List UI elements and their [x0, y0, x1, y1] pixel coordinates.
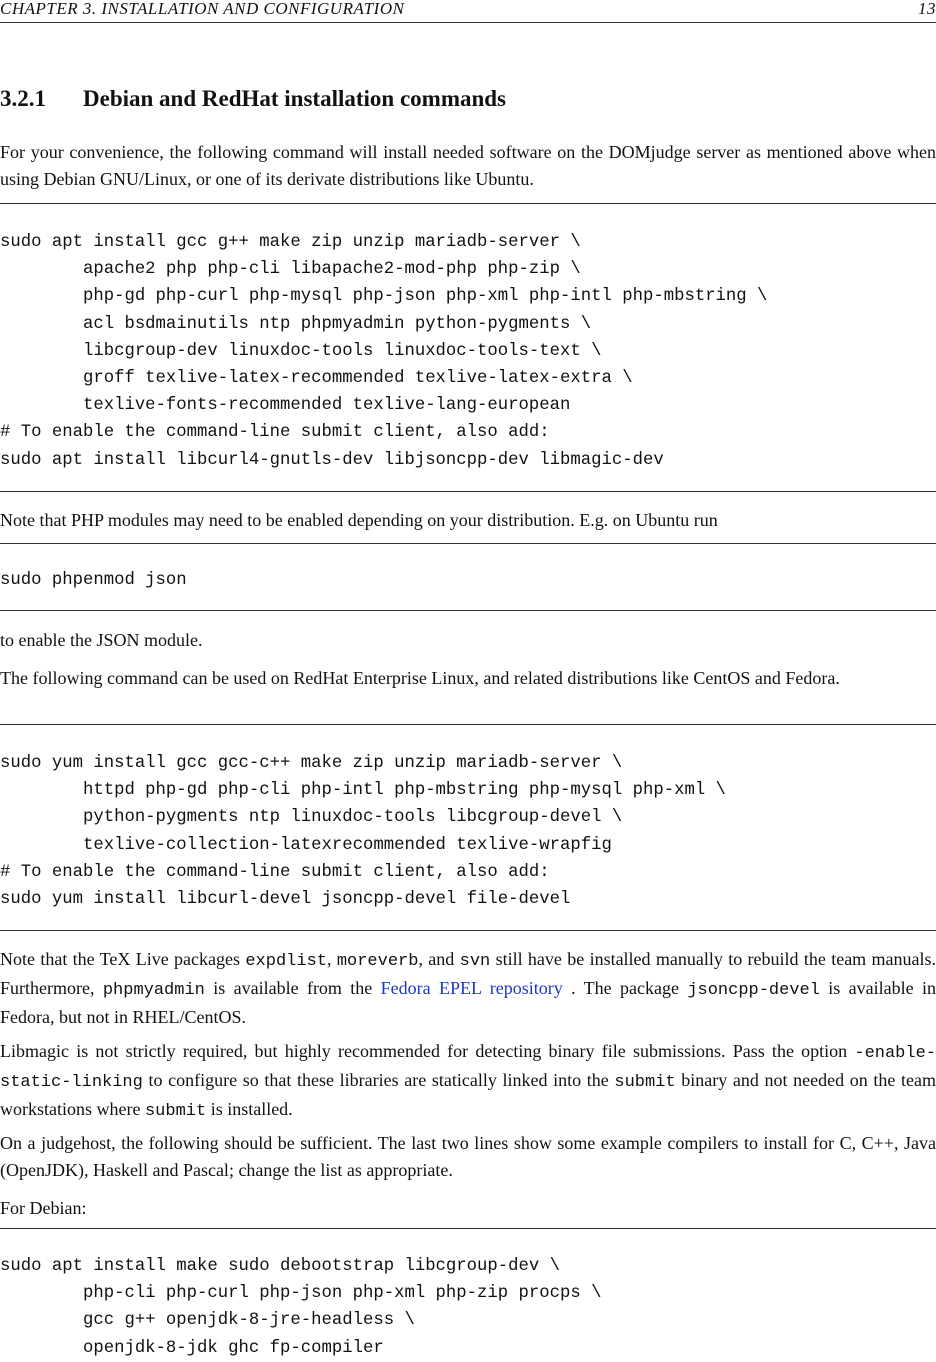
text-run: to configure so that these libraries are statically linked into the	[142, 1070, 615, 1090]
package-name: phpmyadmin	[102, 981, 205, 1000]
code-rule-bottom	[0, 930, 936, 931]
binary-name: submit	[614, 1073, 676, 1092]
code-rule-bottom	[0, 610, 936, 611]
chapter-title: CHAPTER 3. INSTALLATION AND CONFIGURATION	[0, 0, 405, 18]
text-run: binary and not needed on the team workstations where	[0, 1070, 936, 1119]
redhat-intro-paragraph: The following command can be used on RedHat Enterprise Linux, and related distributions like CentOS and Fedora.	[0, 668, 840, 688]
text-run: Libmagic is not strictly required, but highly recommended for detecting binary file submissions. Pass the option	[0, 1041, 855, 1061]
text-run: is available in Fedora, but not in RHEL/CentOS.	[0, 978, 936, 1027]
phpenmod-code: sudo phpenmod json	[0, 571, 187, 590]
text-run: is installed.	[206, 1099, 293, 1119]
running-header	[0, 0, 936, 23]
package-name: svn	[459, 952, 491, 971]
php-modules-note: Note that PHP modules may need to be enabled depending on your distribution. E.g. on Ubuntu run	[0, 510, 718, 530]
text-run: , and	[418, 949, 460, 969]
fedora-epel-link[interactable]: Fedora EPEL repository	[380, 978, 563, 998]
debian-install-code: sudo apt install gcc g++ make zip unzip mariadb-server \ apache2 php php-cli libapache2-mod-php php-zip \ php-gd php-curl php-mysql php-json php-xml php-intl php-mbstring \ acl bsdmainutils ntp phpmyadmin python-pygments \ libcgroup-dev linuxdoc-tools linuxdoc-tools-text \ groff texlive-latex-recommended texlive-latex-extra \ texlive-fonts-recommended texlive-lang-european # To enable the command-line submit client, also add: sudo apt install libcurl4-gnutls-dev libjsoncpp-dev libmagic-dev	[0, 233, 768, 470]
package-name: jsoncpp-devel	[687, 981, 820, 1000]
section-heading	[0, 86, 506, 112]
text-run: ,	[326, 949, 337, 969]
section-title: Debian and RedHat installation commands	[83, 86, 507, 111]
code-rule-top	[0, 724, 936, 725]
text-run: is available from the	[204, 978, 381, 998]
section-number: 3.2.1	[0, 86, 46, 111]
for-debian-label: For Debian:	[0, 1198, 87, 1218]
binary-name: submit	[144, 1102, 207, 1121]
configure-option: -enable-static-linking	[0, 1044, 936, 1092]
libmagic-paragraph	[0, 1038, 936, 1125]
text-run: . The package	[562, 978, 688, 998]
judgehost-paragraph: On a judgehost, the following should be sufficient. The last two lines show some example compilers to install for C, C++, Java (OpenJDK), Haskell and Pascal; change the list as appropriate.	[0, 1133, 936, 1180]
code-rule-top	[0, 543, 936, 544]
code-rule-bottom	[0, 491, 936, 492]
package-name: moreverb	[336, 952, 419, 971]
package-name: expdlist	[245, 952, 327, 971]
code-rule-top	[0, 1228, 936, 1229]
judgehost-install-code: sudo apt install make sudo debootstrap libcgroup-dev \ php-cli php-curl php-json php-xml php-zip procps \ gcc g++ openjdk-8-jre-headless \ openjdk-8-jdk ghc fp-compiler	[0, 1257, 602, 1358]
texlive-note-paragraph	[0, 946, 936, 1031]
page-number: 13	[918, 0, 936, 18]
text-run: Note that the TeX Live packages	[0, 949, 246, 969]
code-rule-top	[0, 203, 936, 204]
json-module-note: to enable the JSON module.	[0, 630, 203, 650]
intro-paragraph: For your convenience, the following command will install needed software on the DOMjudge server as mentioned above when using Debian GNU/Linux, or one of its derivate distributions like Ubuntu.	[0, 142, 936, 189]
text-run: still have be installed manually to rebuild the team manuals. Furthermore,	[0, 949, 936, 998]
redhat-install-code: sudo yum install gcc gcc-c++ make zip unzip mariadb-server \ httpd php-gd php-cli php-intl php-mbstring php-mysql php-xml \ python-pygments ntp linuxdoc-tools libcgroup-devel \ texlive-collection-latexrecommended texlive-wrapfig # To enable the command-line submit client, also add: sudo yum install libcurl-devel jsoncpp-devel file-devel	[0, 754, 726, 910]
